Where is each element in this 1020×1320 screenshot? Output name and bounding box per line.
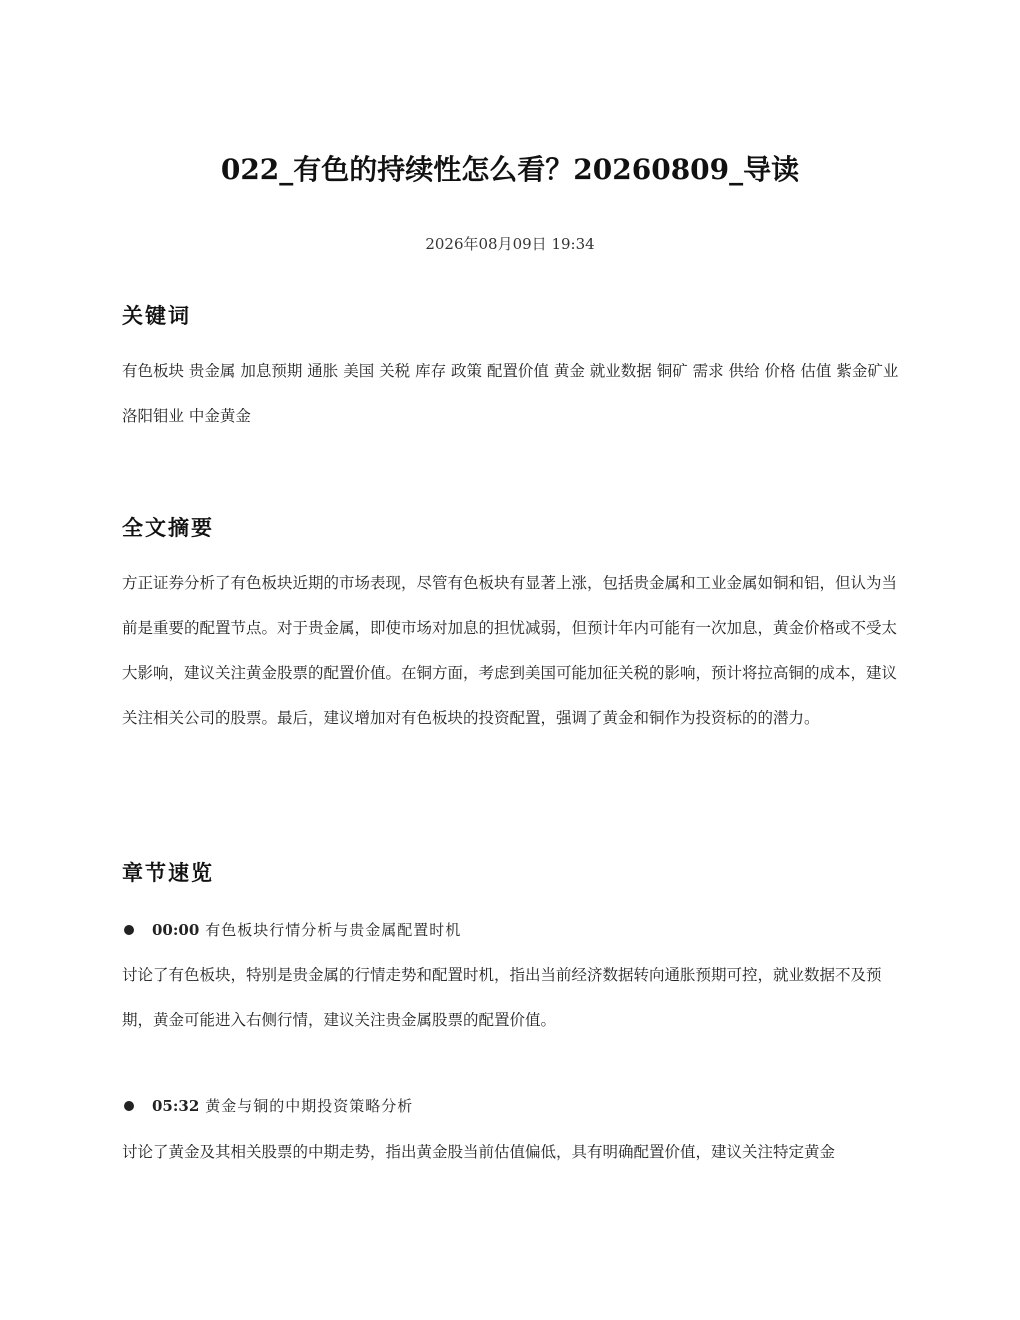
chapter-description: 讨论了黄金及其相关股票的中期走势，指出黄金股当前估值偏低，具有明确配置价值，建议关注特定黄金 bbox=[122, 1143, 836, 1161]
keywords-heading: 关键词 bbox=[122, 303, 191, 328]
summary-text: 方正证券分析了有色板块近期的市场表现，尽管有色板块有显著上涨，包括贵金属和工业金属如铜和铝，但认为当前是重要的配置节点。对于贵金属，即使市场对加息的担忧减弱，但预计年内可能有一次加息，黄金价格或不受太大影响，建议关注黄金股票的配置价值。在铜方面，考虑到美国可能加征关税的影响，预计将拉高铜的成本，建议关注相关公司的股票。最后，建议增加对有色板块的投资配置，强调了黄金和铜作为投资标的的潜力。 bbox=[122, 574, 898, 727]
chapter-title: 有色板块行情分析与贵金属配置时机 bbox=[205, 921, 462, 939]
chapter-item bbox=[122, 918, 900, 942]
chapter-time: 05:32 bbox=[152, 1097, 200, 1115]
chapter-title: 黄金与铜的中期投资策略分析 bbox=[205, 1097, 414, 1115]
keywords-text: 有色板块 贵金属 加息预期 通胀 美国 关税 库存 政策 配置价值 黄金 就业数据 铜矿 需求 供给 价格 估值 紫金矿业 洛阳钼业 中金黄金 bbox=[122, 362, 899, 425]
bullet-icon bbox=[124, 1101, 134, 1111]
chapters-heading: 章节速览 bbox=[122, 860, 214, 885]
chapter-description: 讨论了有色板块，特别是贵金属的行情走势和配置时机，指出当前经济数据转向通胀预期可控，就业数据不及预期，黄金可能进入右侧行情，建议关注贵金属股票的配置价值。 bbox=[122, 966, 882, 1029]
document-date: 2026年08月09日 19:34 bbox=[425, 235, 595, 253]
bullet-icon bbox=[124, 925, 134, 935]
document-title: 022_有色的持续性怎么看？20260809_导读 bbox=[220, 153, 800, 186]
chapter-item bbox=[122, 1094, 900, 1118]
summary-heading: 全文摘要 bbox=[122, 515, 214, 540]
chapter-time: 00:00 bbox=[152, 921, 200, 939]
